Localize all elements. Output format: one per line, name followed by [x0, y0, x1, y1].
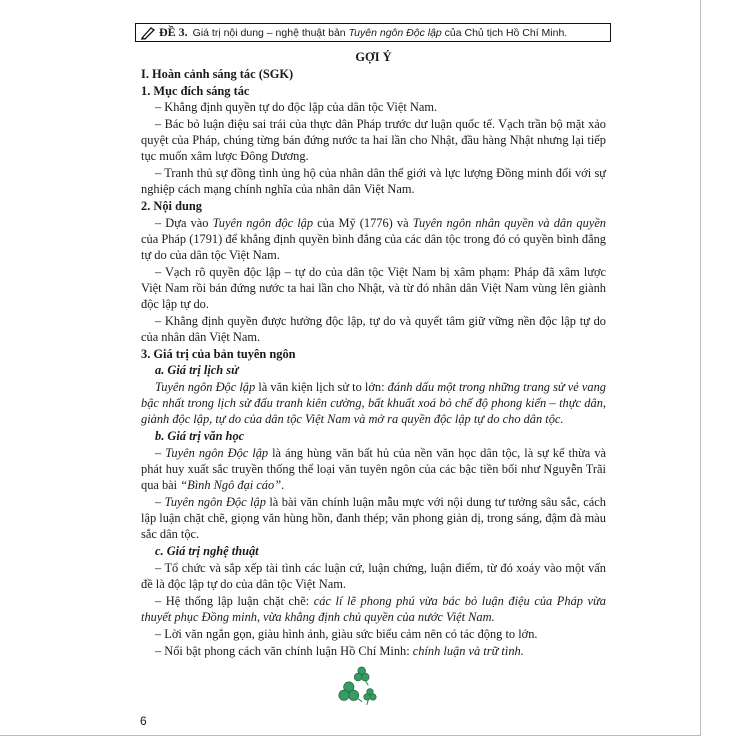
italic-text: Tuyên ngôn Độc lập	[164, 495, 266, 509]
clover-leaf	[364, 689, 376, 705]
subsection-heading: c. Giá trị nghệ thuật	[155, 544, 259, 558]
paragraph	[141, 264, 606, 312]
paragraph	[141, 593, 606, 625]
text: – Vạch rõ quyền độc lập – tự do của dân tộc Việt Nam bị xâm phạm: Pháp đã xâm lược Việt Nam rồi bán đứng nước ta hai lần cho Nhật, và từ đó nhân dân Việt Nam vùng lên giành độc lập tự do.	[141, 264, 606, 311]
paragraph	[141, 643, 606, 659]
clover-leaf	[354, 667, 369, 685]
section-heading: 3. Giá trị của bản tuyên ngôn	[141, 346, 296, 361]
italic-text: Tuyên ngôn nhân quyền và dân quyền	[412, 215, 607, 230]
page-edge-bottom	[0, 735, 701, 736]
text: .	[281, 478, 285, 492]
text: – Nổi bật phong cách văn chính luận Hồ Chí Minh:	[155, 644, 413, 658]
paragraph	[141, 99, 606, 115]
clover-decoration-icon	[335, 664, 381, 710]
paragraph	[141, 445, 606, 493]
pen-icon	[140, 26, 156, 40]
section-heading: I. Hoàn cảnh sáng tác (SGK)	[141, 67, 294, 81]
paragraph	[141, 165, 606, 197]
section-heading: 2. Nội dung	[141, 199, 202, 213]
text: – Khẳng định quyền được hưởng độc lập, tự do và quyết tâm giữ vững nền độc lập tự do của nhân dân Việt Nam.	[141, 313, 606, 344]
clover-leaf	[339, 682, 362, 702]
text: của Pháp (1791) để khẳng định quyền bình đẳng của các dân tộc trong đó có quyền bình đẳng tự do của dân tộc Việt Nam.	[141, 231, 606, 262]
italic-text: chính luận và trữ tình.	[412, 644, 524, 658]
text: của Mỹ (1776) và	[313, 215, 413, 230]
exercise-label: ĐỀ 3.	[159, 25, 188, 39]
subsection-heading: a. Giá trị lịch sử	[155, 363, 239, 377]
page-number: 6	[140, 714, 147, 728]
text: – Tổ chức và sắp xếp tài tình các luận cứ, luận chứng, luận điểm, từ đó xoáy vào một vấn đề là độc lập tự do của dân tộc Việt Nam.	[141, 561, 606, 591]
text: là áng hùng văn bất hủ của nền văn học dân tộc, là sự kế thừa và phát huy xuất sắc truyền thống thể loại văn tuyên ngôn của các bậc tiền bối như Nguyễn Trãi qua bài	[141, 446, 607, 492]
exercise-title-italic: Tuyên ngôn Độc lập	[348, 26, 442, 39]
italic-text: Tuyên ngôn Độc lập	[165, 446, 269, 460]
italic-text: đánh dấu một trong những trang sử vẻ vang bậc nhất trong lịch sử đấu tranh kiên cường, bất khuất xoá bỏ chế độ phong kiến – thực dân, giành độc lập, tự do của dân tộc Việt Nam và mở ra quyền độc lập tự do cho dân tộc.	[141, 380, 606, 426]
text: là bài văn chính luận mẫu mực với nội dung tư tưởng sâu sắc, cách lập luận chặt chẽ, giọng văn hùng hồn, đanh thép; văn phong giản dị, trong sáng, đậm đà màu sắc dân tộc.	[141, 495, 606, 541]
paragraph	[141, 560, 606, 592]
text: – Lời văn ngắn gọn, giàu hình ảnh, giàu sức biểu cảm nên có tác động to lớn.	[155, 627, 538, 641]
text: – Dựa vào	[155, 215, 213, 230]
page-content	[141, 49, 606, 660]
italic-text: các lí lẽ phong phú vừa bác bỏ luận điệu của Pháp vừa thuyết phục Đồng minh, vừa khẳng định chủ quyền của nước Việt Nam.	[141, 594, 606, 624]
text: – Hệ thống lập luận chặt chẽ:	[155, 594, 314, 608]
paragraph	[141, 379, 606, 427]
text: –	[155, 495, 165, 509]
subsection-heading: b. Giá trị văn học	[155, 429, 245, 443]
exercise-title-end: của Chủ tịch Hồ Chí Minh.	[441, 26, 568, 39]
section-heading: 1. Mục đích sáng tác	[141, 83, 250, 98]
paragraph	[141, 215, 606, 263]
italic-text: “Bình Ngô đại cáo”	[180, 478, 282, 492]
section-title: GỢI Ý	[355, 50, 392, 64]
text: –	[155, 446, 166, 460]
text: – Khẳng định quyền tự do độc lập của dân tộc Việt Nam.	[155, 100, 438, 114]
exercise-title-start: Giá trị nội dung – nghệ thuật bản	[192, 26, 349, 39]
italic-text: Tuyên ngôn độc lập	[212, 215, 314, 230]
content-blocks	[141, 66, 606, 659]
text: là văn kiện lịch sử to lớn:	[255, 380, 388, 394]
text: – Bác bỏ luận điệu sai trái của thực dân Pháp trước dư luận quốc tế. Vạch trần bộ mặt xảo quyệt của Pháp, chúng từng bán đứng nước ta hai lần cho Nhật, đầu hàng Nhật nhưng lại tiếp tục muốn xâm lược Đông Dương.	[141, 117, 606, 163]
paragraph	[141, 313, 606, 345]
paragraph	[141, 494, 606, 542]
paragraph	[141, 116, 606, 164]
page-edge-right	[700, 0, 701, 735]
italic-text: Tuyên ngôn Độc lập	[155, 380, 256, 394]
text: – Tranh thủ sự đồng tình ủng hộ của nhân dân thế giới và lực lượng Đồng minh đối với sự nghiệp cách mạng chính nghĩa của nhân dân Việt Nam.	[141, 166, 606, 196]
paragraph	[141, 626, 606, 642]
exercise-header	[135, 23, 611, 42]
